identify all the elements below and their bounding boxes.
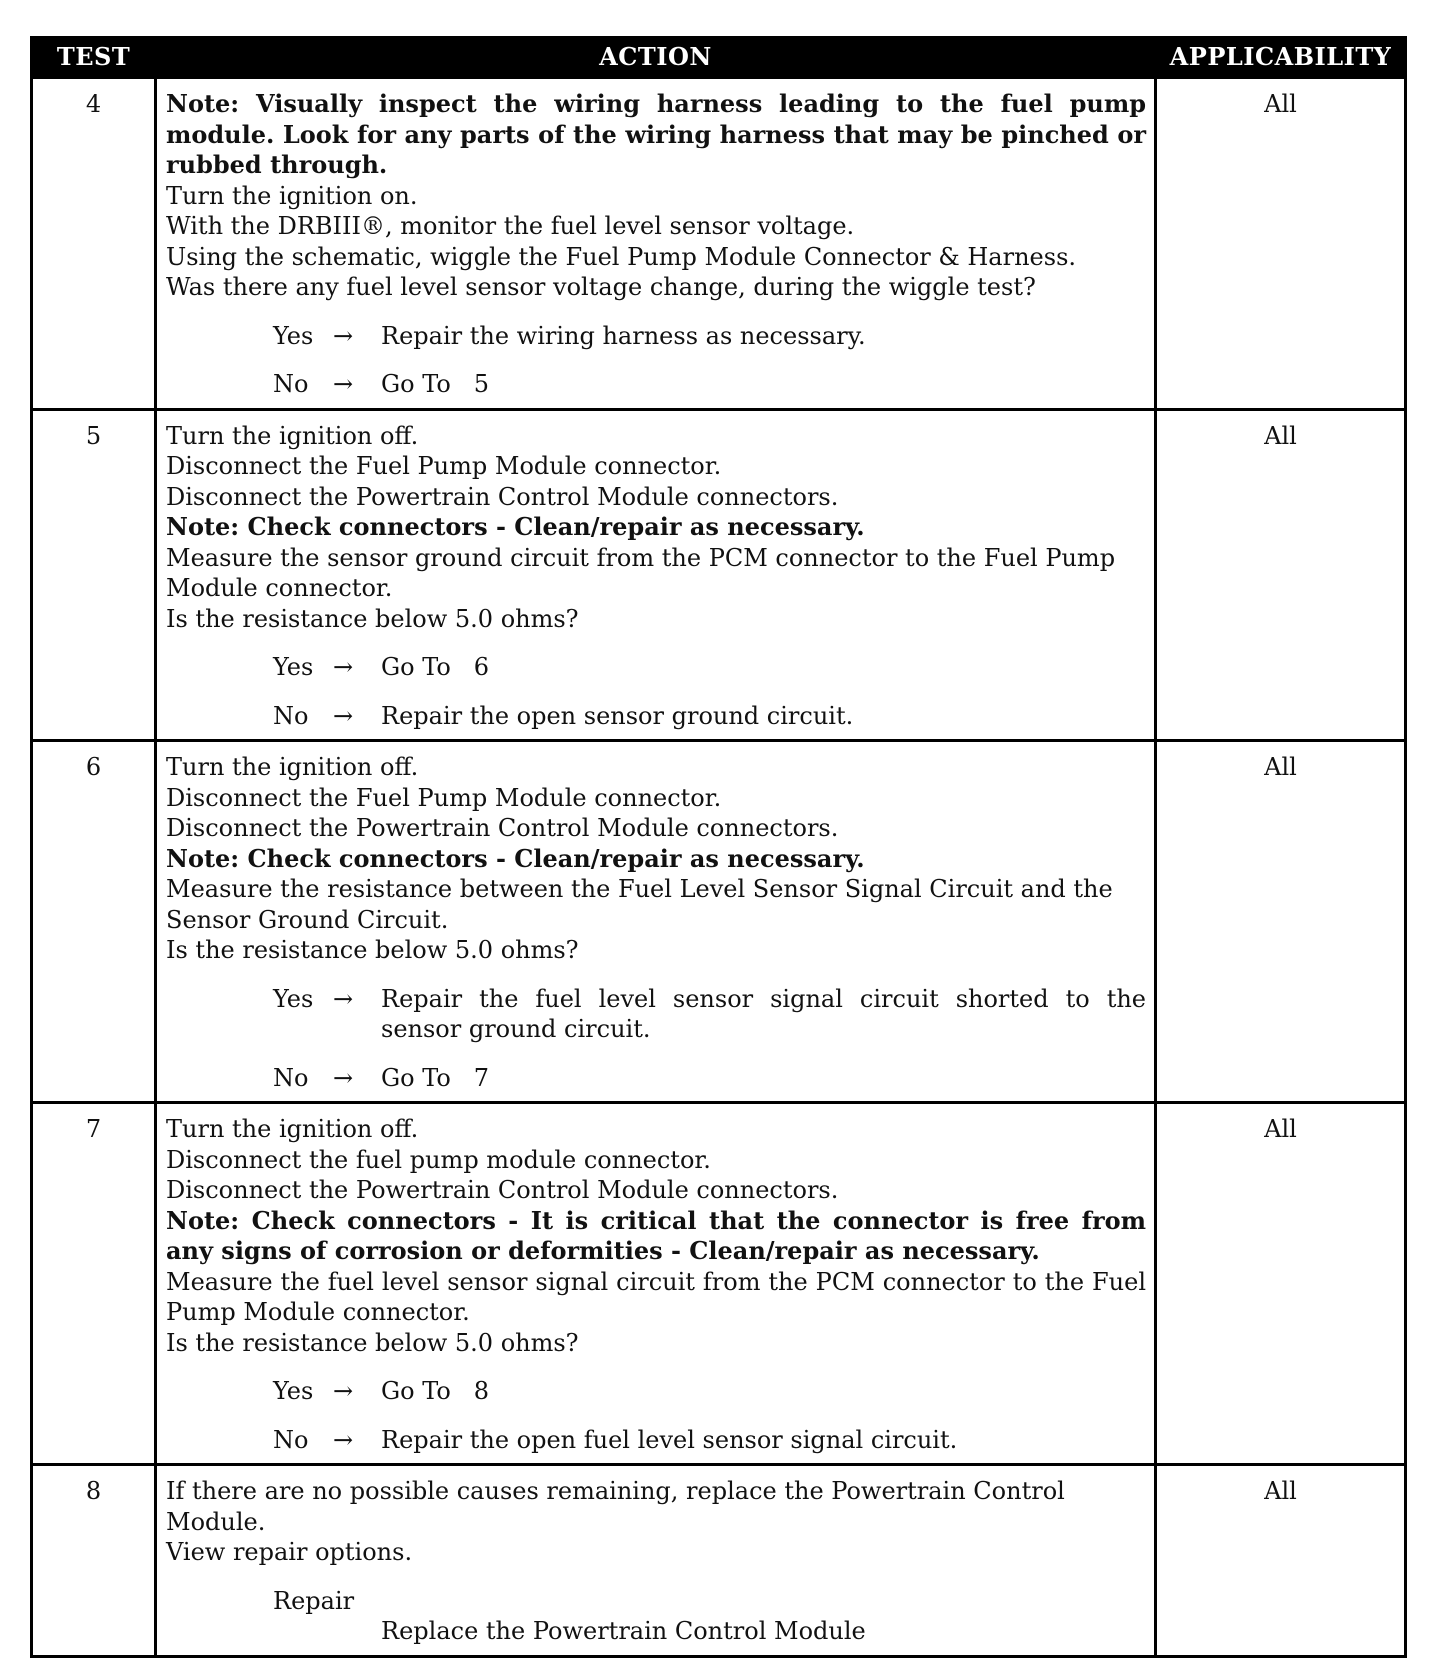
- no-label: No: [273, 1063, 309, 1092]
- yes-label: Yes: [273, 653, 314, 681]
- action-line: If there are no possible causes remaining, replace the Powertrain Control Module.: [166, 1477, 1065, 1536]
- action-cell: [156, 741, 1156, 1103]
- note-line: Note: Check connectors - It is critical that the connector is free from any signs of corrosion or deformities - Clean/repair as necessary.: [166, 1205, 1146, 1265]
- yes-label: Yes: [273, 984, 314, 1013]
- table-row: [32, 1465, 1406, 1657]
- no-label: No: [273, 701, 309, 730]
- arrow-icon: →: [333, 1377, 354, 1405]
- applicability-value: All: [1156, 741, 1406, 1103]
- applicability-value: All: [1156, 1465, 1406, 1657]
- action-line: With the DRBIII®, monitor the fuel level sensor voltage.: [166, 212, 855, 240]
- arrow-icon: →: [333, 370, 354, 398]
- yes-label: Yes: [273, 1377, 314, 1405]
- action-line: Is the resistance below 5.0 ohms?: [166, 1328, 579, 1357]
- no-option: [273, 701, 1146, 732]
- action-line: Turn the ignition on.: [166, 181, 418, 210]
- action-line: Measure the fuel level sensor signal circuit from the PCM connector to the Fuel Pump Module connector.: [166, 1267, 1146, 1326]
- no-result: Go To 7: [381, 1063, 489, 1092]
- action-line: Turn the ignition off.: [166, 1115, 419, 1143]
- yes-option: [273, 652, 1146, 683]
- arrow-icon: →: [333, 701, 354, 730]
- note-line: Note: Check connectors - Clean/repair as necessary.: [166, 512, 865, 541]
- test-table: [30, 36, 1407, 1658]
- table-row: [32, 741, 1406, 1103]
- action-line: Disconnect the Powertrain Control Module connectors.: [166, 814, 839, 842]
- applicability-value: All: [1156, 1103, 1406, 1465]
- table-body: [32, 78, 1406, 1657]
- no-option: [273, 1063, 1146, 1094]
- test-number: 6: [32, 741, 156, 1103]
- action-line: Was there any fuel level sensor voltage change, during the wiggle test?: [166, 273, 1036, 301]
- action-line: View repair options.: [166, 1538, 413, 1566]
- action-line: Disconnect the fuel pump module connector.: [166, 1145, 711, 1174]
- test-number: 8: [32, 1465, 156, 1657]
- applicability-value: All: [1156, 78, 1406, 410]
- action-line: Is the resistance below 5.0 ohms?: [166, 604, 579, 633]
- test-number: 7: [32, 1103, 156, 1465]
- action-line: Measure the resistance between the Fuel Level Sensor Signal Circuit and the Sensor Ground Circuit.: [166, 875, 1113, 934]
- action-line: Disconnect the Powertrain Control Module connectors.: [166, 482, 839, 511]
- note-line: Note: Visually inspect the wiring harness leading to the fuel pump module. Look for any parts of the wiring harness that may be pinched or rubbed through.: [166, 89, 1146, 179]
- no-label: No: [273, 1425, 309, 1454]
- yes-result: Repair the wiring harness as necessary.: [381, 321, 866, 350]
- no-result: Repair the open sensor ground circuit.: [381, 701, 854, 730]
- action-line: Using the schematic, wiggle the Fuel Pump Module Connector & Harness.: [166, 242, 1077, 271]
- action-line: Disconnect the Fuel Pump Module connector.: [166, 452, 722, 480]
- arrow-icon: →: [333, 984, 354, 1013]
- yes-option: [273, 321, 1146, 352]
- no-option: [273, 1425, 1146, 1456]
- table-row: [32, 409, 1406, 741]
- table-header-row: [32, 36, 1406, 78]
- action-line: Measure the sensor ground circuit from the PCM connector to the Fuel Pump Module connector.: [166, 543, 1116, 602]
- action-line: Disconnect the Powertrain Control Module connectors.: [166, 1176, 839, 1204]
- action-cell: [156, 1103, 1156, 1465]
- action-line: Turn the ignition off.: [166, 421, 419, 450]
- repair-text: Replace the Powertrain Control Module: [381, 1617, 866, 1645]
- action-line: Disconnect the Fuel Pump Module connector.: [166, 783, 722, 812]
- yes-label: Yes: [273, 321, 314, 350]
- header-test: TEST: [32, 36, 156, 78]
- no-result: Repair the open fuel level sensor signal circuit.: [381, 1425, 958, 1454]
- repair-label: Repair: [273, 1586, 355, 1615]
- header-applicability: APPLICABILITY: [1156, 36, 1406, 78]
- diagnostic-test-table: [30, 36, 1404, 1658]
- action-line: Turn the ignition off.: [166, 753, 419, 781]
- action-cell: [156, 1465, 1156, 1657]
- header-action: ACTION: [156, 36, 1156, 78]
- no-result: Go To 5: [381, 370, 489, 398]
- yes-result: Go To 6: [381, 653, 489, 681]
- yes-option: [273, 1376, 1146, 1407]
- arrow-icon: →: [333, 321, 354, 350]
- note-line: Note: Check connectors - Clean/repair as necessary.: [166, 843, 865, 873]
- action-cell: [156, 409, 1156, 741]
- action-cell: [156, 78, 1156, 410]
- yes-result: Go To 8: [381, 1377, 489, 1405]
- yes-result: Repair the fuel level sensor signal circuit shorted to the sensor ground circuit.: [381, 984, 1146, 1043]
- arrow-icon: →: [333, 1063, 354, 1092]
- test-number: 5: [32, 409, 156, 741]
- table-row: [32, 1103, 1406, 1465]
- action-line: Is the resistance below 5.0 ohms?: [166, 936, 579, 964]
- no-option: [273, 369, 1146, 400]
- applicability-value: All: [1156, 409, 1406, 741]
- yes-option: [273, 984, 1146, 1045]
- no-label: No: [273, 370, 309, 398]
- arrow-icon: →: [333, 653, 354, 681]
- test-number: 4: [32, 78, 156, 410]
- arrow-icon: →: [333, 1425, 354, 1454]
- table-row: [32, 78, 1406, 410]
